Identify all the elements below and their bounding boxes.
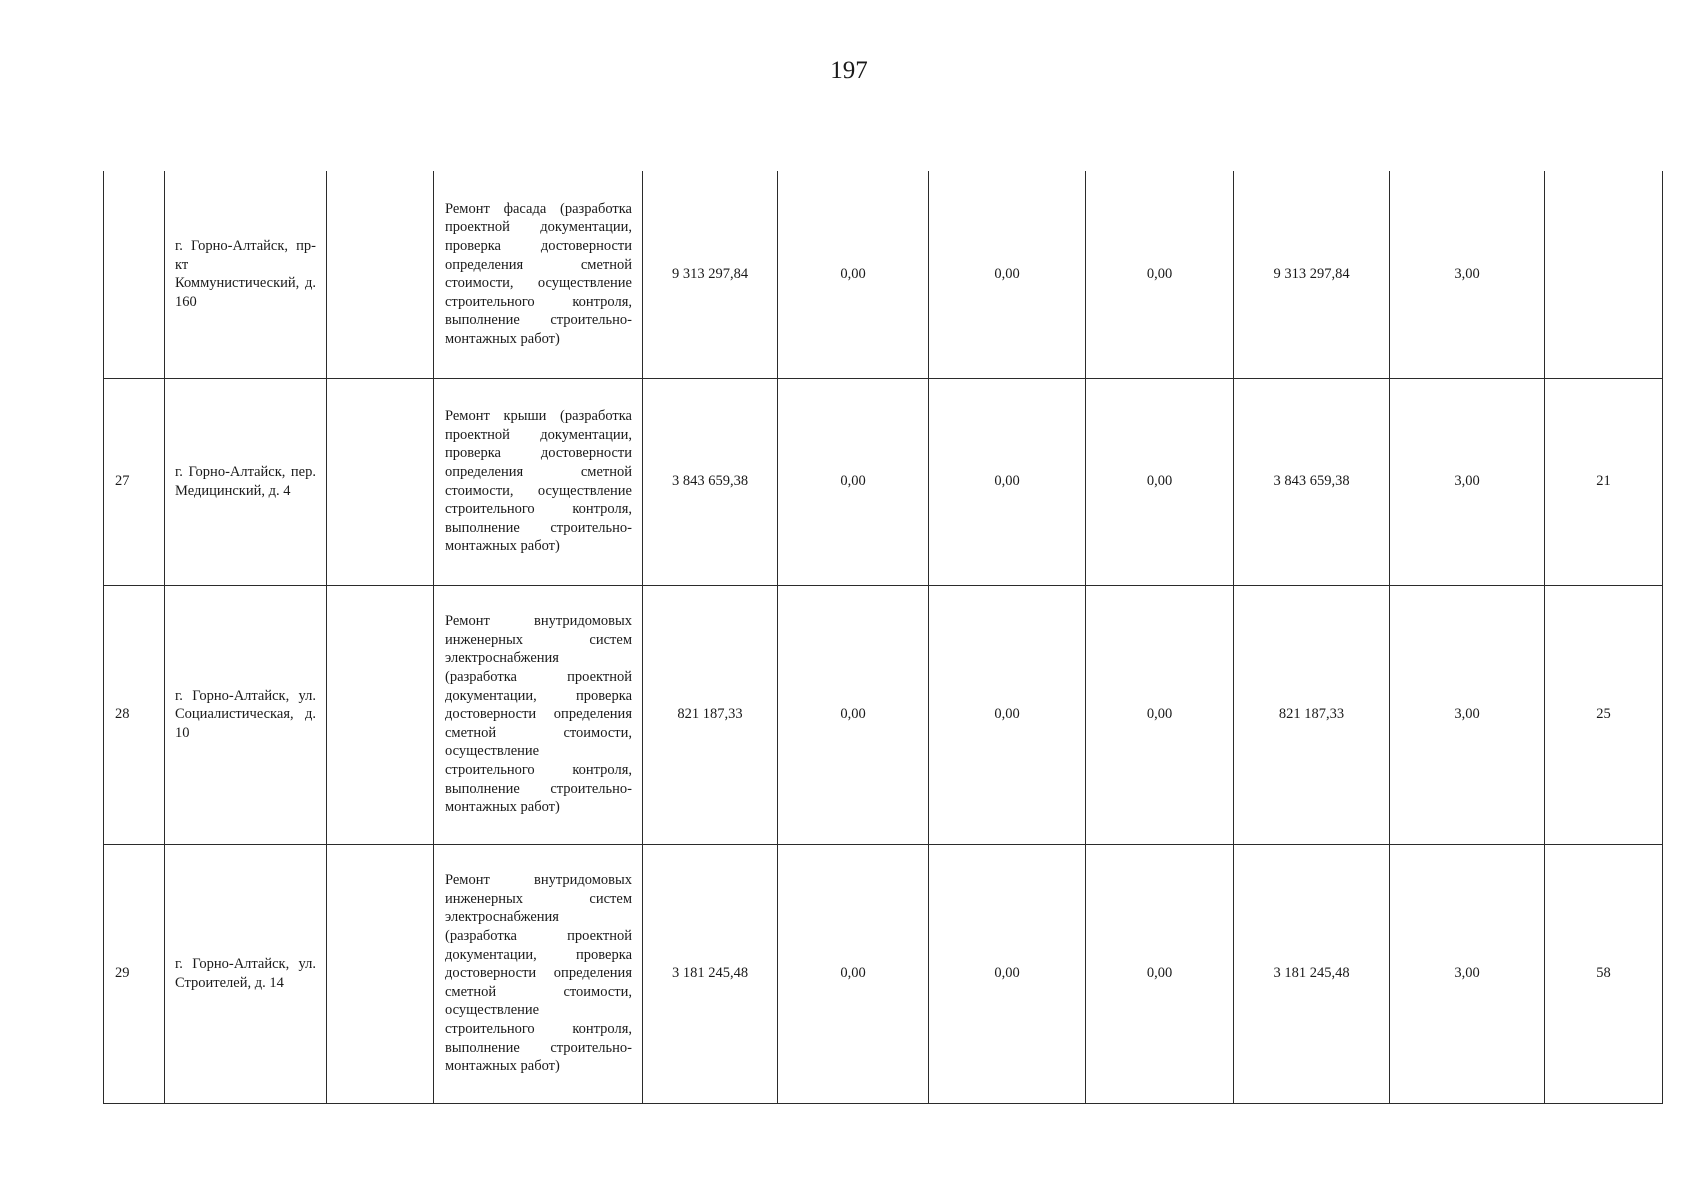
last-cell: [1545, 171, 1663, 378]
work-description-cell: [434, 171, 643, 378]
value-cell: 0,00: [778, 171, 929, 378]
work-description: Ремонт фасада (разработка проектной документации, проверка достоверности определения сметной стоимости, осуществление строительного контроля, выполнение строительно-монтажных работ): [445, 200, 632, 348]
address-text: г. Горно-Алтайск, ул. Социалистическая, д. 10: [175, 687, 316, 741]
last-cell: 58: [1545, 844, 1663, 1103]
address-cell: [165, 171, 327, 378]
rate-cell: 3,00: [1390, 378, 1545, 585]
last-cell: 25: [1545, 585, 1663, 844]
page-number: 197: [830, 57, 868, 84]
value-cell: 0,00: [1086, 844, 1234, 1103]
empty-cell: [327, 171, 434, 378]
value-cell: 0,00: [778, 585, 929, 844]
total-cost-cell: 3 181 245,48: [643, 844, 778, 1103]
table-row: [104, 171, 1663, 378]
table-row: [104, 844, 1663, 1103]
work-description: Ремонт внутридомовых инженерных систем электроснабжения (разработка проектной документации, проверка достоверности определения сметной стоимости, осуществление строительного контроля, выполнение строительно-монтажных работ): [445, 613, 632, 816]
value-cell: 0,00: [1086, 171, 1234, 378]
address-text: г. Горно-Алтайск, ул. Строителей, д. 14: [175, 955, 316, 991]
address-cell: [165, 844, 327, 1103]
work-description-cell: [434, 585, 643, 844]
value-cell: 0,00: [1086, 378, 1234, 585]
value-cell: 0,00: [929, 378, 1086, 585]
total-cost-cell: 3 843 659,38: [643, 378, 778, 585]
row-number: [104, 171, 165, 378]
address-text: г. Горно-Алтайск, пер. Медицинский, д. 4: [175, 463, 316, 499]
fund-cost-cell: 3 181 245,48: [1234, 844, 1390, 1103]
rate-cell: 3,00: [1390, 844, 1545, 1103]
rate-cell: 3,00: [1390, 171, 1545, 378]
last-cell: 21: [1545, 378, 1663, 585]
table-row: [104, 585, 1663, 844]
address-text: г. Горно-Алтайск, пр-кт Коммунистический, д. 160: [175, 238, 316, 310]
table-row: [104, 378, 1663, 585]
row-number: 28: [104, 585, 165, 844]
value-cell: 0,00: [778, 378, 929, 585]
empty-cell: [327, 844, 434, 1103]
address-cell: [165, 378, 327, 585]
work-description: Ремонт крыши (разработка проектной документации, проверка достоверности определения сметной стоимости, осуществление строительного контроля, выполнение строительно-монтажных работ): [445, 408, 632, 555]
value-cell: 0,00: [1086, 585, 1234, 844]
works-table: [103, 171, 1663, 1104]
work-description-cell: [434, 844, 643, 1103]
work-description: Ремонт внутридомовых инженерных систем электроснабжения (разработка проектной документации, проверка достоверности определения сметной стоимости, осуществление строительного контроля, выполнение строительно-монтажных работ): [445, 872, 632, 1075]
total-cost-cell: 821 187,33: [643, 585, 778, 844]
value-cell: 0,00: [929, 171, 1086, 378]
address-cell: [165, 585, 327, 844]
fund-cost-cell: 3 843 659,38: [1234, 378, 1390, 585]
value-cell: 0,00: [929, 585, 1086, 844]
fund-cost-cell: 821 187,33: [1234, 585, 1390, 844]
work-description-cell: [434, 378, 643, 585]
rate-cell: 3,00: [1390, 585, 1545, 844]
value-cell: 0,00: [778, 844, 929, 1103]
fund-cost-cell: 9 313 297,84: [1234, 171, 1390, 378]
row-number: 29: [104, 844, 165, 1103]
row-number: 27: [104, 378, 165, 585]
value-cell: 0,00: [929, 844, 1086, 1103]
empty-cell: [327, 378, 434, 585]
empty-cell: [327, 585, 434, 844]
total-cost-cell: 9 313 297,84: [643, 171, 778, 378]
